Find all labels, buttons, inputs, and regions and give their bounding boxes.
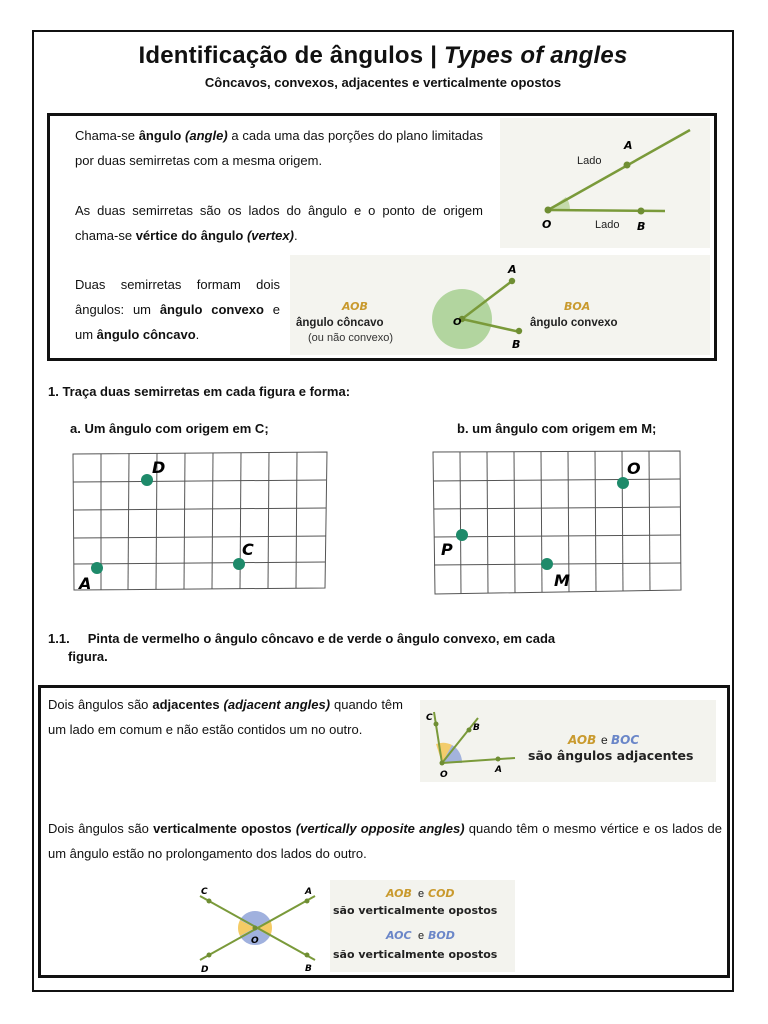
label-lado-1: Lado (577, 155, 602, 167)
point-A (624, 162, 631, 169)
opposite-paragraph: Dois ângulos são verticalmente opostos (vertically opposite angles) quando têm o mesmo vértice e os lados de um ângulo estão no prolongamento dos lados do outro. (48, 821, 722, 861)
label-AOC: AOC (386, 929, 412, 942)
concave-convex-figure (290, 255, 710, 355)
grid-label-M: M (554, 571, 570, 590)
label-BOA: BOA (564, 300, 591, 313)
exercise-1-heading: 1. Traça duas semirretas em cada figura e forma: (48, 384, 351, 399)
label-B: B (512, 338, 521, 351)
label-O: O (440, 770, 448, 780)
grid-point-A[interactable] (91, 562, 103, 574)
label-D: D (201, 965, 209, 972)
grid-label-O: O (627, 459, 641, 478)
label-angulo-convexo: ângulo convexo (530, 317, 618, 329)
label-COD: COD (428, 887, 455, 900)
label-AOB: AOB (386, 887, 412, 900)
label-BOC: BOC (611, 733, 640, 747)
label-A: A (624, 139, 633, 152)
grid-label-P: P (441, 540, 453, 559)
definition-paragraph-3: Duas semirretas formam dois ângulos: um ângulo convexo e um ângulo côncavo. (75, 277, 280, 342)
side-OB-line (548, 210, 665, 211)
grid-point-C[interactable] (233, 558, 245, 570)
grid-label-D: D (152, 458, 166, 477)
page-subtitle: Côncavos, convexos, adjacentes e verticalmente opostos (204, 75, 562, 90)
angle-sides-figure (500, 118, 710, 248)
exercise-1-1-heading: 1.1. Pinta de vermelho o ângulo côncavo e de verde o ângulo convexo, em cada figura. (48, 631, 556, 664)
grid-point-M[interactable] (541, 558, 553, 570)
grid-label-A: A (79, 574, 92, 593)
point-A (509, 278, 515, 284)
label-e-2: e (418, 930, 425, 942)
label-O: O (542, 218, 552, 231)
label-O: O (251, 936, 259, 946)
grid-point-P[interactable] (456, 529, 468, 541)
definition-paragraph-1: Chama-se ângulo (angle) a cada uma das porções do plano limitadas por duas semirretas com a mesma origem. (75, 128, 483, 168)
grid-figure-a[interactable] (70, 448, 330, 596)
grid-figure-b[interactable] (430, 448, 685, 598)
label-opposite-caption-2: são verticalmente opostos (333, 948, 498, 961)
label-BOD: BOD (428, 929, 455, 942)
label-angulo-concavo: ângulo côncavo (296, 317, 384, 329)
label-B: B (305, 964, 312, 972)
label-B: B (473, 723, 480, 733)
exercise-1a-label: a. Um ângulo com origem em C; (70, 421, 269, 436)
label-AOB: AOB (342, 300, 368, 313)
label-B: B (637, 220, 646, 233)
label-AOB: AOB (568, 733, 597, 747)
label-C: C (426, 713, 433, 723)
definition-paragraph-2: As duas semirretas são os lados do ângulo e o ponto de origem chama-se vértice do ângulo (vertex). (75, 203, 483, 243)
vertex-point (545, 207, 552, 214)
exercise-1b-label: b. um ângulo com origem em M; (457, 421, 657, 436)
label-ou-nao-convexo: (ou não convexo) (308, 332, 393, 344)
label-C: C (201, 887, 208, 897)
label-e-1: e (418, 888, 425, 900)
label-A: A (495, 765, 502, 775)
point-B (638, 208, 645, 215)
adjacent-paragraph: Dois ângulos são adjacentes (adjacent angles) quando têm um lado em comum e não estão contidos um no outro. (48, 697, 403, 737)
page-title: Identificação de ângulos | Types of angles (138, 42, 628, 69)
label-A: A (508, 263, 517, 276)
grid-label-C: C (242, 540, 254, 559)
label-A: A (305, 887, 312, 897)
label-O: O (453, 317, 462, 328)
label-opposite-caption-1: são verticalmente opostos (333, 904, 498, 917)
point-B (516, 328, 522, 334)
adjacent-angles-figure (420, 700, 716, 782)
label-adjacent-caption: são ângulos adjacentes (528, 748, 694, 763)
label-e: e (601, 733, 608, 747)
label-lado-2: Lado (595, 219, 620, 231)
grid-point-O[interactable] (617, 477, 629, 489)
vertically-opposite-figure (190, 880, 515, 972)
